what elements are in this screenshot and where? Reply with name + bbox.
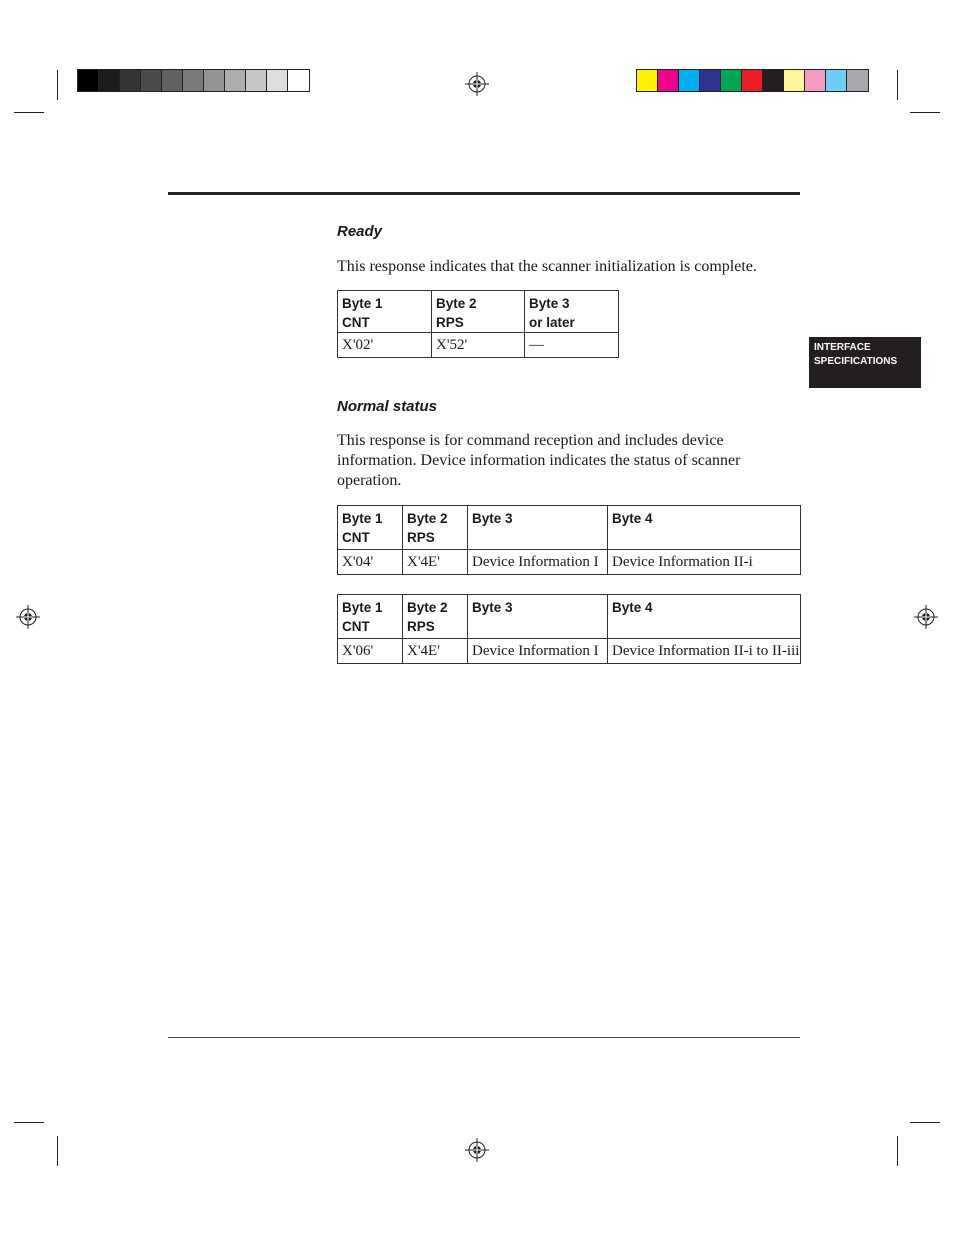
header-line: Byte 1 xyxy=(342,600,383,615)
table-header-row xyxy=(338,506,801,550)
ready-response-table xyxy=(337,290,619,358)
header-line: RPS xyxy=(436,315,464,330)
table-row xyxy=(338,639,801,664)
color-swatch xyxy=(141,70,162,91)
table-cell: X'04' xyxy=(338,550,403,575)
crop-mark xyxy=(897,70,898,100)
table-header-row xyxy=(338,595,801,639)
table-cell: X'06' xyxy=(338,639,403,664)
color-swatch xyxy=(99,70,120,91)
header-line: RPS xyxy=(407,619,435,634)
color-swatch xyxy=(225,70,246,91)
color-swatch xyxy=(204,70,225,91)
normal-status-table-1 xyxy=(337,505,801,575)
color-swatch xyxy=(847,70,868,91)
ready-description: This response indicates that the scanner initialization is complete. xyxy=(337,258,757,275)
color-swatch xyxy=(162,70,183,91)
header-line: RPS xyxy=(407,530,435,545)
normal-status-table-2 xyxy=(337,594,801,664)
crop-mark xyxy=(57,70,58,100)
header-line: Byte 3 xyxy=(472,511,513,526)
registration-mark-icon xyxy=(914,605,938,629)
table-header-cell xyxy=(468,506,608,550)
header-line: Byte 1 xyxy=(342,296,383,311)
header-line: Byte 3 xyxy=(529,296,570,311)
footer-rule xyxy=(168,1037,800,1038)
table-header-cell xyxy=(525,291,619,333)
crop-mark xyxy=(14,112,44,113)
table-cell: Device Information II-i to II-iii xyxy=(608,639,801,664)
registration-mark-icon xyxy=(465,1138,489,1162)
color-swatch xyxy=(246,70,267,91)
table-header-cell xyxy=(403,506,468,550)
table-header-cell xyxy=(338,291,432,333)
header-line: or later xyxy=(529,315,575,330)
color-swatch xyxy=(805,70,826,91)
color-swatch xyxy=(78,70,99,91)
table-cell: X'02' xyxy=(338,333,432,358)
registration-mark-icon xyxy=(465,72,489,96)
header-line: Byte 1 xyxy=(342,511,383,526)
crop-mark xyxy=(910,112,940,113)
thumb-tab-line-1: INTERFACE xyxy=(814,342,871,353)
section-thumb-tab xyxy=(809,337,921,388)
table-cell: Device Information I xyxy=(468,639,608,664)
color-swatch xyxy=(679,70,700,91)
header-rule xyxy=(168,192,800,195)
header-line: Byte 2 xyxy=(407,600,448,615)
header-line: Byte 2 xyxy=(436,296,477,311)
color-swatch xyxy=(267,70,288,91)
color-swatch xyxy=(288,70,309,91)
table-row xyxy=(338,333,619,358)
table-header-row xyxy=(338,291,619,333)
crop-mark xyxy=(57,1136,58,1166)
color-swatch xyxy=(826,70,847,91)
section-heading-normal-status: Normal status xyxy=(337,398,438,415)
color-swatch xyxy=(721,70,742,91)
table-cell: X'4E' xyxy=(403,550,468,575)
header-line: CNT xyxy=(342,619,370,634)
table-header-cell xyxy=(468,595,608,639)
header-line: Byte 4 xyxy=(612,511,653,526)
thumb-tab-line-2: SPECIFICATIONS xyxy=(814,356,898,367)
color-swatch xyxy=(183,70,204,91)
crop-mark xyxy=(910,1122,940,1123)
header-line: Byte 3 xyxy=(472,600,513,615)
color-swatch xyxy=(742,70,763,91)
table-header-cell xyxy=(432,291,525,333)
color-swatch xyxy=(120,70,141,91)
header-line: Byte 2 xyxy=(407,511,448,526)
color-swatch xyxy=(658,70,679,91)
crop-mark xyxy=(14,1122,44,1123)
header-line: Byte 4 xyxy=(612,600,653,615)
table-cell: X'52' xyxy=(432,333,525,358)
table-header-cell xyxy=(403,595,468,639)
table-header-cell xyxy=(338,506,403,550)
color-swatch xyxy=(784,70,805,91)
gray-color-bar xyxy=(77,69,310,92)
table-cell: — xyxy=(525,333,619,358)
table-cell: Device Information I xyxy=(468,550,608,575)
color-swatch xyxy=(637,70,658,91)
registration-mark-icon xyxy=(16,605,40,629)
normal-status-description: This response is for command reception and includes device information. Device information indicates the status of scanner operation. xyxy=(337,432,741,489)
table-cell: Device Information II-i xyxy=(608,550,801,575)
section-heading-ready: Ready xyxy=(337,223,383,240)
process-color-bar xyxy=(636,69,869,92)
table-cell: X'4E' xyxy=(403,639,468,664)
table-header-cell xyxy=(338,595,403,639)
header-line: CNT xyxy=(342,315,370,330)
table-row xyxy=(338,550,801,575)
color-swatch xyxy=(700,70,721,91)
header-line: CNT xyxy=(342,530,370,545)
color-swatch xyxy=(763,70,784,91)
table-header-cell xyxy=(608,595,801,639)
crop-mark xyxy=(897,1136,898,1166)
table-header-cell xyxy=(608,506,801,550)
